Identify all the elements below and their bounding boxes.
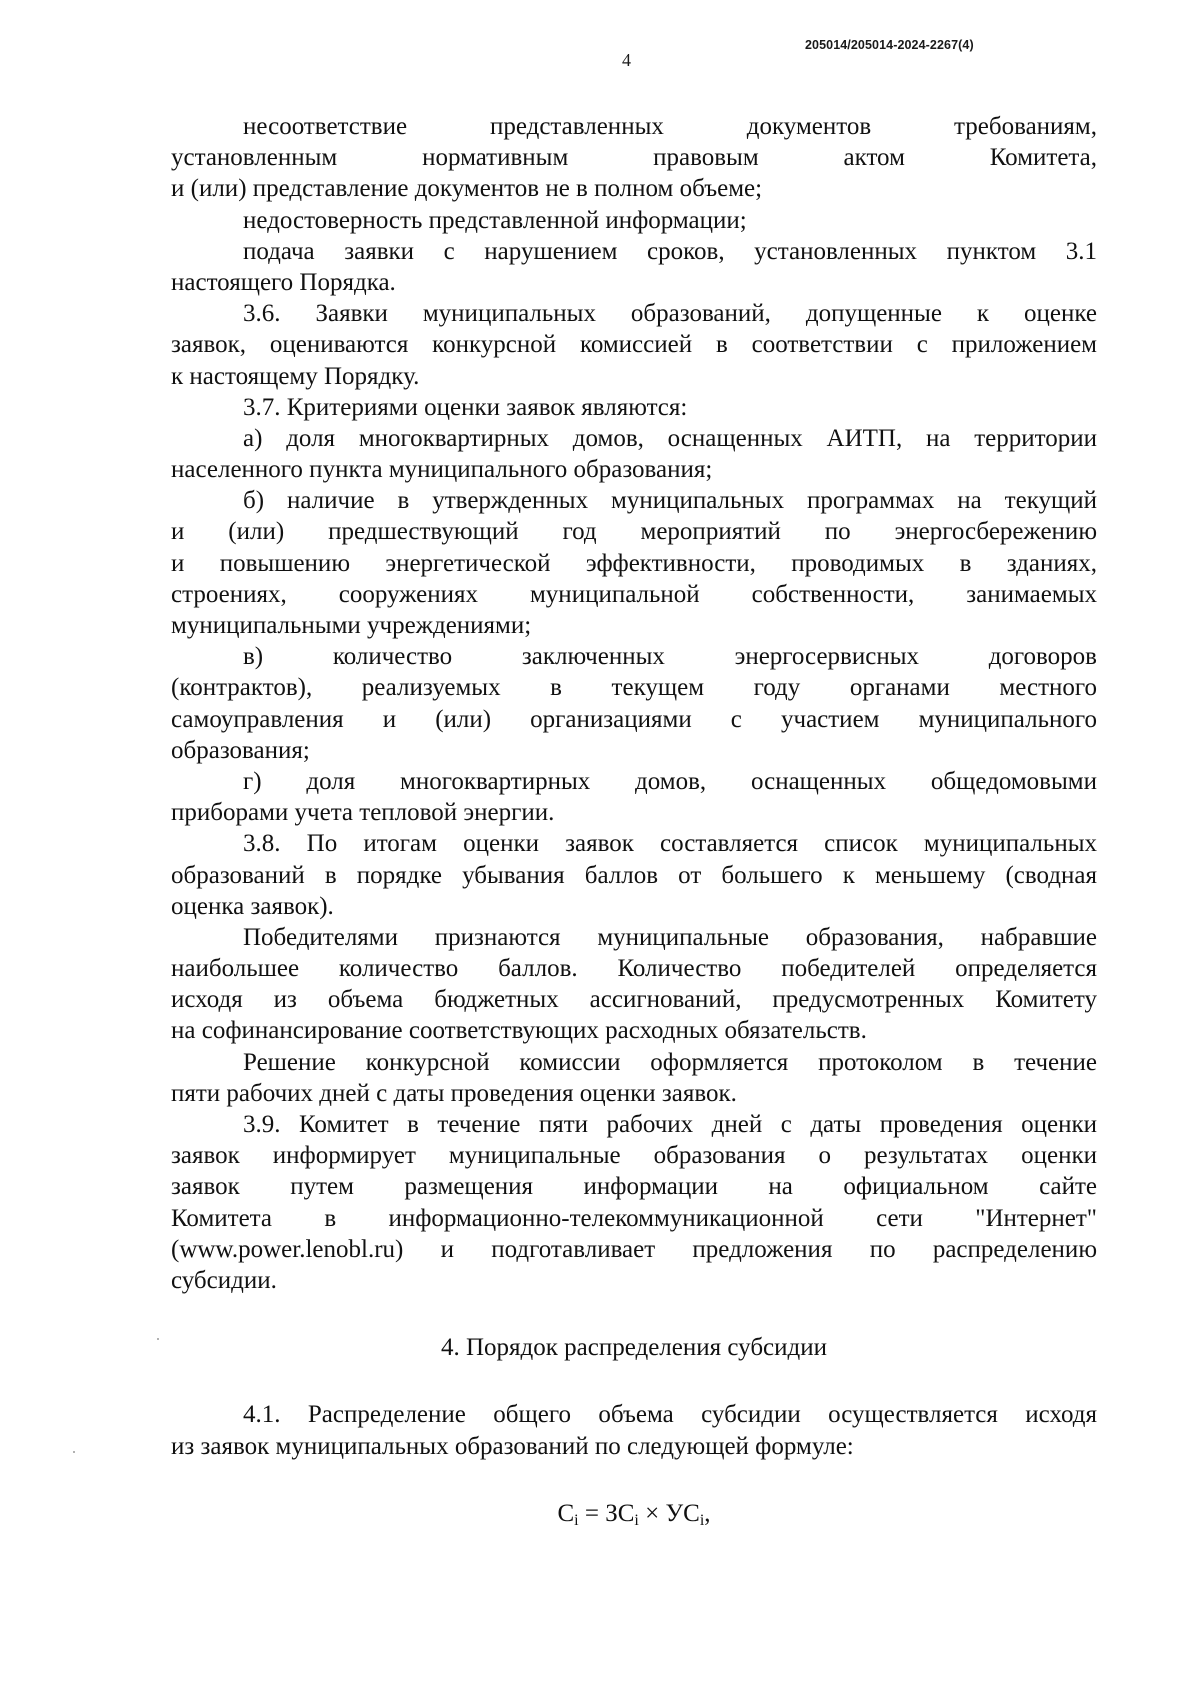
formula-zc-subscript: i	[634, 1511, 639, 1529]
page-number: 4	[622, 50, 631, 70]
text-line: установленным нормативным правовым актом Комитета,	[171, 144, 1097, 172]
text-line: муниципальными учреждениями;	[171, 612, 532, 639]
text-line: населенного пункта муниципального образования;	[171, 456, 713, 484]
text-line: на софинансирование соответствующих расходных обязательств.	[171, 1017, 867, 1045]
text-line: и повышению энергетической эффективности, проводимых в зданиях,	[171, 549, 1097, 577]
text-line: 4.1. Распределение общего объема субсидии осуществляется исходя	[243, 1401, 1097, 1429]
text-line: заявок путем размещения информации на официальном сайте	[171, 1173, 1097, 1201]
text-line: и (или) представление документов не в полном объеме;	[171, 175, 763, 203]
scan-speck	[73, 1451, 75, 1453]
section-heading: 4. Порядок распределения субсидии	[440, 1334, 827, 1362]
formula-uc: УC	[665, 1499, 700, 1527]
text-line: а) доля многоквартирных домов, оснащенных АИТП, на территории	[243, 424, 1097, 452]
text-line: Решение конкурсной комиссии оформляется протоколом в течение	[243, 1048, 1097, 1076]
text-line: заявок информирует муниципальные образования о результатах оценки	[171, 1142, 1097, 1170]
text-line: Комитета в информационно-телекоммуникационной сети "Интернет"	[171, 1204, 1097, 1232]
text-line: образований в порядке убывания баллов от большего к меньшему (сводная	[171, 861, 1097, 889]
text-line: образования;	[171, 736, 310, 764]
formula-zc: ЗC	[605, 1499, 635, 1527]
text-line: оценка заявок).	[171, 892, 334, 920]
text-line: заявок, оцениваются конкурсной комиссией в соответствии с приложением	[171, 331, 1097, 359]
text-line: 3.7. Критериями оценки заявок являются:	[243, 393, 688, 421]
text-line: пяти рабочих дней с даты проведения оценки заявок.	[171, 1079, 737, 1107]
text-line: Победителями признаются муниципальные образования, набравшие	[243, 923, 1097, 951]
text-line: б) наличие в утвержденных муниципальных программах на текущий	[243, 487, 1097, 515]
scan-speck	[157, 1338, 159, 1340]
formula-comma: ,	[704, 1499, 711, 1527]
formula-uc-subscript: i	[699, 1511, 705, 1529]
text-line: к настоящему Порядку.	[171, 362, 420, 390]
text-line: настоящего Порядка.	[171, 268, 396, 296]
text-line: в) количество заключенных энергосервисных договоров	[243, 643, 1097, 671]
text-line: недостоверность представленной информации;	[243, 206, 747, 234]
document-body	[171, 111, 1097, 1536]
text-line: 3.8. По итогам оценки заявок составляется список муниципальных	[243, 830, 1097, 858]
text-line: несоответствие представленных документов требованиям,	[243, 113, 1097, 140]
formula-times: ×	[638, 1499, 666, 1527]
text-line: (контрактов), реализуемых в текущем году органами местного	[171, 674, 1097, 702]
text-line: субсидии.	[171, 1266, 277, 1294]
formula-equals: =	[578, 1499, 606, 1527]
document-id: 205014/205014-2024-2267(4)	[805, 38, 974, 52]
text-line: (www.power.lenobl.ru) и подготавливает предложения по распределению	[171, 1235, 1097, 1263]
formula-c: C	[557, 1499, 575, 1527]
formula	[171, 1498, 1097, 1536]
text-line: наибольшее количество баллов. Количество победителей определяется	[171, 955, 1097, 983]
text-line: 3.6. Заявки муниципальных образований, допущенные к оценке	[243, 300, 1097, 328]
text-line: исходя из объема бюджетных ассигнований, предусмотренных Комитету	[171, 986, 1097, 1014]
paragraph-block	[171, 111, 1097, 1296]
text-line: из заявок муниципальных образований по следующей формуле:	[171, 1432, 854, 1460]
text-line: г) доля многоквартирных домов, оснащенных общедомовыми	[243, 767, 1097, 795]
text-line: строениях, сооружениях муниципальной собственности, занимаемых	[171, 580, 1097, 608]
text-line: приборами учета тепловой энергии.	[171, 799, 555, 827]
formula-c-subscript: i	[574, 1511, 579, 1529]
text-line: 3.9. Комитет в течение пяти рабочих дней с даты проведения оценки	[243, 1111, 1097, 1138]
text-line: подача заявки с нарушением сроков, установленных пунктом 3.1	[243, 237, 1097, 265]
text-line: и (или) предшествующий год мероприятий по энергосбережению	[171, 518, 1097, 546]
paragraph-block-after-heading	[171, 1399, 1097, 1461]
text-line: самоуправления и (или) организациями с участием муниципального	[171, 705, 1097, 733]
